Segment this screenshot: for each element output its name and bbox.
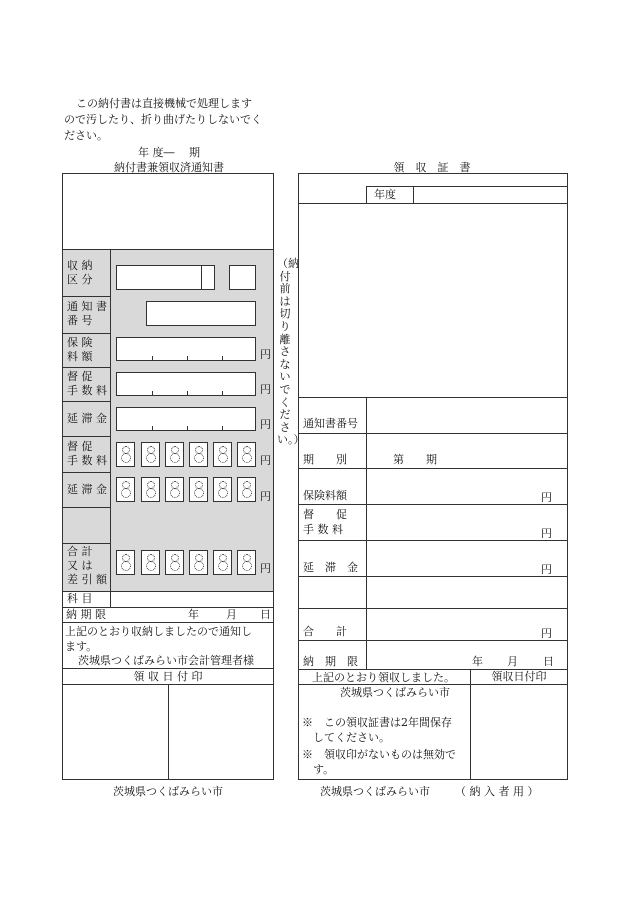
yen-label: 円: [260, 562, 271, 575]
yen-label: 円: [541, 563, 552, 576]
left-form-title: 納付書兼領収済通知書: [114, 161, 224, 174]
yen-label: 円: [260, 490, 271, 503]
fee-amount-field: [116, 372, 256, 396]
validity-note: ※ 領収印がないものは無効で す。: [302, 748, 456, 776]
insurance-label: 保 険 料 額: [67, 336, 93, 363]
total-label-right: 合 計: [303, 625, 347, 638]
receipt-class-field-2: [229, 265, 256, 290]
retention-note: ※ この領収証書は2年間保存 してください。: [302, 716, 452, 744]
fee-label-2: 督 促 手 数 料: [67, 440, 107, 467]
right-footer-use: （ 納 入 者 用 ）: [455, 785, 539, 798]
insurance-label-right: 保険料額: [303, 489, 347, 502]
day-unit: 日: [543, 655, 554, 668]
notice-no-field: [146, 301, 256, 326]
month-unit: 月: [507, 655, 518, 668]
notice-no-label: 通 知 書 番 号: [67, 300, 107, 327]
received-text: 上記のとおり領収しました。: [312, 671, 455, 684]
handling-notice: この納付書は直接機械で処理します ので汚したり、折り曲げたりしないでく ださい。: [64, 97, 262, 142]
late-fee-label: 延 滞 金: [67, 412, 107, 425]
right-city: 茨城県つくばみらい市: [340, 686, 450, 699]
late-fee-label-2: 延 滞 金: [67, 483, 107, 496]
right-form-title: 領 収 証 書: [393, 161, 471, 174]
total-label: 合 計 又 は 差 引 額: [67, 545, 107, 586]
right-stamp-header: 領収日付印: [491, 670, 547, 683]
left-footer: 茨城県つくばみらい市: [113, 785, 223, 798]
period-label: 期 別: [303, 453, 347, 466]
month-unit: 月: [226, 608, 237, 621]
insurance-amount-field: [116, 337, 256, 361]
notified-text: 上記のとおり収納しましたので通知し ます。: [65, 625, 252, 653]
notice-no-label-right: 通知書番号: [303, 417, 358, 430]
yen-label: 円: [541, 491, 552, 504]
right-footer-city: 茨城県つくばみらい市: [320, 785, 430, 798]
yen-label: 円: [260, 348, 271, 361]
receipt-class-label: 収 納 区 分: [67, 259, 93, 286]
fee-label: 督 促 手 数 料: [67, 370, 107, 397]
fee-label-right: 督 促 手 数 料: [303, 508, 347, 536]
addressee: 茨城県つくばみらい市会計管理者様: [78, 654, 254, 667]
yen-label: 円: [260, 454, 271, 467]
yen-label: 円: [541, 527, 552, 540]
yen-label: 円: [260, 418, 271, 431]
day-unit: 日: [260, 608, 271, 621]
vertical-note: （納付前は切り離さないでください。）: [277, 257, 305, 447]
late-fee-label-right: 延 滞 金: [303, 561, 358, 574]
year-period-label: 年 度― 期: [138, 146, 200, 159]
year-unit: 年: [188, 608, 199, 621]
year-unit: 年: [472, 655, 483, 668]
year-label: 年度: [374, 188, 396, 201]
left-stamp-header: 領 収 日 付 印: [133, 670, 203, 683]
due-date-label: 納 期 限: [66, 608, 106, 621]
yen-label: 円: [541, 627, 552, 640]
late-fee-amount-field: [116, 407, 256, 431]
due-date-label-right: 納 期 限: [303, 655, 358, 668]
period-value: 第 期: [393, 453, 437, 466]
yen-label: 円: [260, 383, 271, 396]
subject-label: 科 目: [67, 592, 93, 605]
